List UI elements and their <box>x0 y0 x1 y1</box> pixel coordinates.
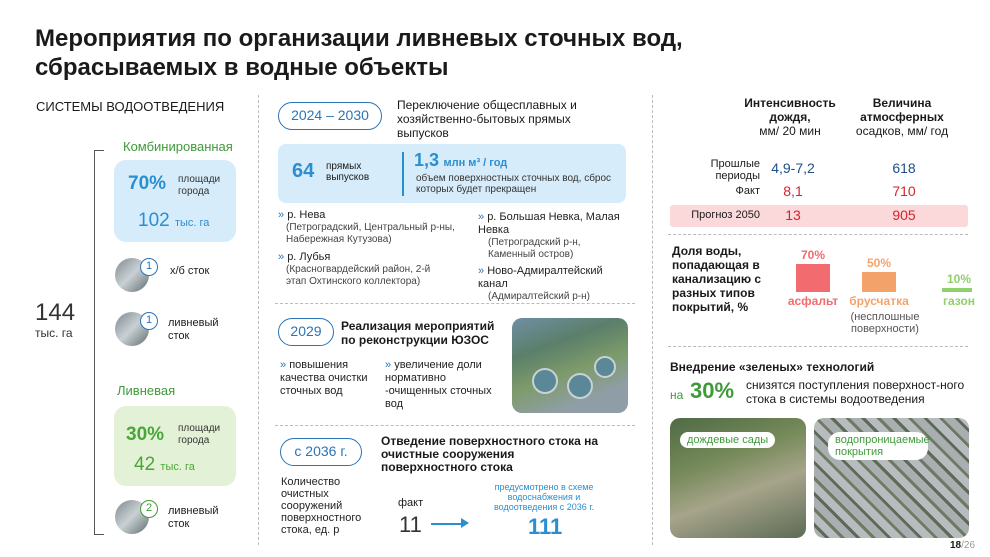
bracket <box>94 150 104 535</box>
green-percent: 30% <box>690 378 735 403</box>
river-item: » р. Нева <box>278 209 326 221</box>
bar-value-label: 50% <box>866 256 892 270</box>
col1-header: Интенсивность дождя, мм/ 20 мин <box>744 96 836 138</box>
volume: 1,3 млн м³ / год <box>414 150 508 170</box>
badge: 1 <box>140 312 158 330</box>
bar-value-label: 10% <box>946 272 972 286</box>
bar-газон <box>942 288 972 292</box>
combined-card: 70% площади города 102 тыс. га <box>114 160 236 242</box>
divider <box>258 95 259 545</box>
arrow-icon <box>461 518 469 528</box>
storm-label: Ливневая <box>117 383 176 398</box>
bar-category-label: асфальт <box>787 294 839 308</box>
divider <box>652 95 653 545</box>
bullet: » увеличение доли нормативно -очищенных сточных вод <box>385 359 492 410</box>
year-pill: с 2036 г. <box>280 438 362 466</box>
page-number: 18/26 <box>950 540 976 551</box>
outlets-card: 64 прямых выпусков 1,3 млн м³ / год объем поверхностных сточных вод, сброс которых будет прекращен <box>278 144 626 203</box>
bar-брусчатка <box>862 272 896 292</box>
river-item: » Ново-Адмиралтейский канал <box>478 265 603 290</box>
treatment-plant-photo <box>512 318 628 413</box>
bar-category-label: газон <box>942 294 976 308</box>
page-title: Мероприятия по организации ливневых сточных вод, сбрасываемых в водные объекты <box>35 25 683 81</box>
block1-heading: Переключение общесплавных и хозяйственно-бытовых прямых выпусков <box>397 98 577 140</box>
total-area: 144 тыс. га <box>35 299 76 340</box>
combined-area: 102 тыс. га <box>138 210 210 231</box>
block2-heading: Реализация мероприятий по реконструкции ЮЗОС <box>341 319 495 347</box>
rivers-right: » р. Большая Невка, Малая Невка (Петроградский р-н, Каменный остров) » Ново-Адмиралтейский канал (Адмиралтейский р-н) <box>478 211 628 303</box>
permeable-paving-photo: водопроницаемые покрытия <box>814 418 969 538</box>
rivers-left: » р. Нева (Петроградский, Центральный р-ны, Набережная Кутузова) » р. Лубья (Красногвардейский район, 2-й этап Охтинского коллектора) <box>278 209 468 288</box>
fact-value: 11 <box>399 512 422 537</box>
plan-value: 111 <box>528 514 563 539</box>
bar-асфальт <box>796 264 830 292</box>
storm-card: 30% площади города 42 тыс. га <box>114 406 236 486</box>
bullet: » повышения качества очистки сточных вод <box>280 359 368 397</box>
combined-label: Комбинированная <box>123 139 233 154</box>
period-pill: 2024 – 2030 <box>278 102 382 130</box>
coverage-chart <box>780 245 976 315</box>
badge: 2 <box>140 500 158 518</box>
bar-value-label: 70% <box>800 248 826 262</box>
bar-category-label: брусчатка <box>849 294 909 308</box>
river-item: » р. Лубья <box>278 251 331 263</box>
green-header: Внедрение «зеленых» технологий <box>670 360 875 374</box>
badge: 1 <box>140 258 158 276</box>
year-pill: 2029 <box>278 318 334 346</box>
block3-heading: Отведение поверхностного стока на очистные сооружения поверхностного стока <box>381 434 599 474</box>
systems-header: СИСТЕМЫ ВОДООТВЕДЕНИЯ <box>36 99 225 114</box>
separator <box>402 152 404 196</box>
storm-area: 42 тыс. га <box>134 454 195 475</box>
arrow <box>431 523 463 525</box>
share-text: Доля воды, попадающая в канализацию с разных типов покрытий, % <box>672 244 762 314</box>
rain-garden-photo: дождевые сады <box>670 418 806 538</box>
river-item: » р. Большая Невка, Малая Невка <box>478 211 620 236</box>
col2-header: Величина атмосферных осадков, мм/ год <box>855 96 949 138</box>
